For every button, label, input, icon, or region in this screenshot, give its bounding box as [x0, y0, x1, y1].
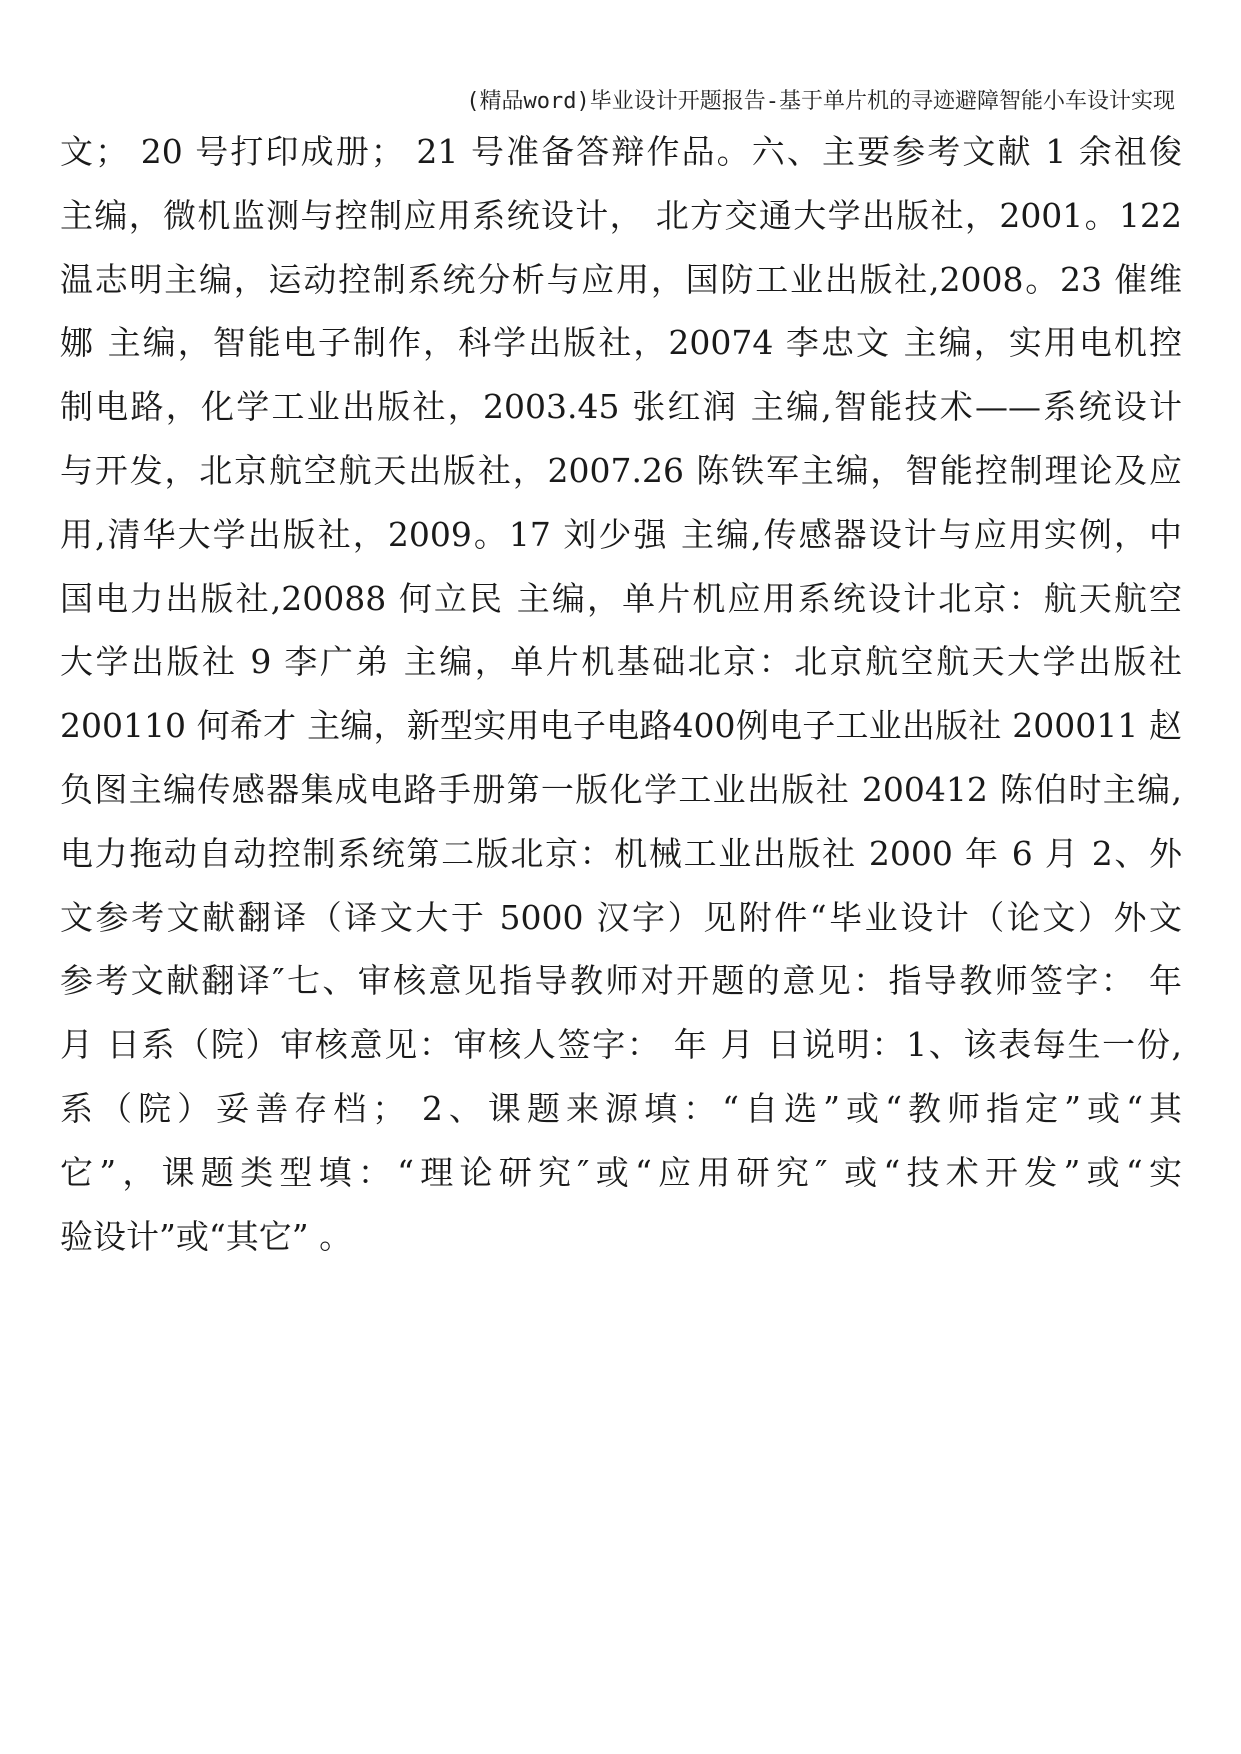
body-text: [60, 120, 1182, 1268]
text-line-11: 负图主编传感器集成电路手册第一版化学工业出版社 200412 陈伯时主编,: [60, 769, 1182, 809]
text-line-10: 200110 何希才 主编，新型实用电子电路400例电子工业出版社 200011 赵: [60, 706, 1182, 746]
text-line-12: 电力拖动自动控制系统第二版北京：机械工业出版社 2000 年 6 月 2、外: [60, 833, 1182, 873]
text-line-4: 娜 主编，智能电子制作，科学出版社，20074 李忠文 主编，实用电机控: [60, 323, 1182, 363]
text-line-18: 验设计”或“其它” 。: [60, 1216, 353, 1256]
text-line-15: 月 日系（院）审核意见：审核人签字： 年 月 日说明：1、该表每生一份,: [60, 1025, 1182, 1065]
text-line-8: 国电力出版社,20088 何立民 主编，单片机应用系统设计北京：航天航空: [60, 578, 1182, 618]
text-line-2: 主编，微机监测与控制应用系统设计， 北方交通大学出版社，2001。122: [60, 195, 1182, 235]
text-line-17: 它”，课题类型填：“理论研究″或“应用研究″ 或“技术开发”或“实: [60, 1152, 1182, 1192]
text-line-7: 用,清华大学出版社，2009。17 刘少强 主编,传感器设计与应用实例，中: [60, 514, 1182, 554]
running-header: (精品word)毕业设计开题报告-基于单片机的寻迹避障智能小车设计实现: [466, 89, 1175, 114]
text-line-6: 与开发，北京航空航天出版社，2007.26 陈铁军主编，智能控制理论及应: [60, 450, 1182, 490]
text-line-14: 参考文献翻译″七、审核意见指导教师对开题的意见：指导教师签字： 年: [60, 961, 1182, 1001]
text-line-9: 大学出版社 9 李广弟 主编，单片机基础北京：北京航空航天大学出版社: [60, 642, 1182, 682]
text-line-16: 系（院）妥善存档； 2、课题来源填：“自选”或“教师指定”或“其: [60, 1088, 1182, 1128]
text-line-1: 文； 20 号打印成册； 21 号准备答辩作品。六、主要参考文献 1 余祖俊: [60, 132, 1182, 171]
text-line-3: 温志明主编，运动控制系统分析与应用，国防工业出版社,2008。23 催维: [60, 259, 1182, 299]
text-line-5: 制电路，化学工业出版社，2003.45 张红润 主编,智能技术——系统设计: [60, 387, 1182, 427]
text-line-13: 文参考文献翻译（译文大于 5000 汉字）见附件“毕业设计（论文）外文: [60, 897, 1182, 937]
